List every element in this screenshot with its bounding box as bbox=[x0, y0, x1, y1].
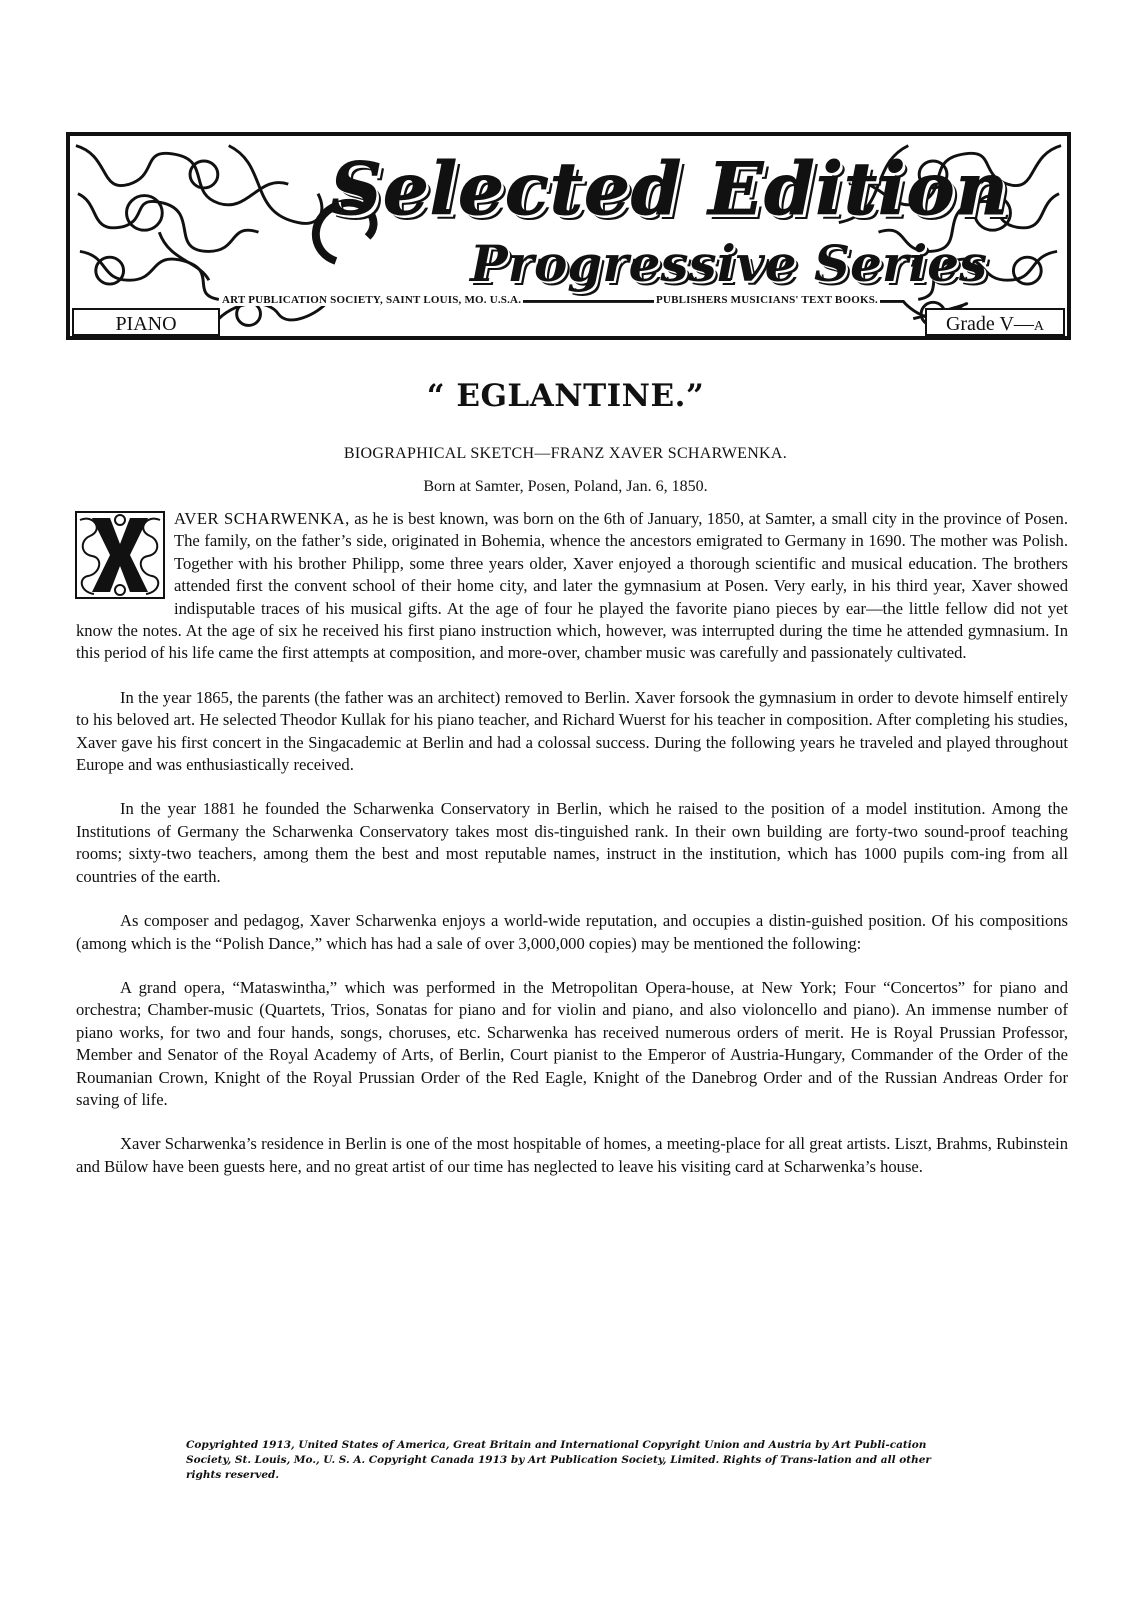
dropcap-letter bbox=[74, 510, 166, 600]
header-banner bbox=[66, 132, 1071, 340]
lead-caps: AVER SCHARWENKA, bbox=[174, 509, 350, 528]
copyright-notice: Copyrighted 1913, United States of America, Great Britain and International Copyright Union and Austria by Art Publi-cation Society, St. Louis, Mo., U. S. A. Copyright Canada 1913 by Art Publication Society, Limited. Rights of Trans-lation and all other rights reserved. bbox=[186, 1439, 931, 1481]
paragraph-3: In the year 1881 he founded the Scharwenka Conservatory in Berlin, which he raised to the position of a model institution. Among the Institutions of Germany the Scharwenka Conservatory takes most dis-tinguished rank. In their own building are forty-two sound-proof teaching rooms; sixty-two teachers, among them the best and most reputable names, instruct in the institution, which has 1000 pupils com-ing from all countries of the earth. bbox=[76, 799, 1068, 886]
piece-title: “ EGLANTINE.” bbox=[426, 378, 705, 414]
grade-text: Grade V— bbox=[945, 313, 1034, 335]
grade-label bbox=[925, 308, 1065, 336]
dropcap bbox=[74, 510, 166, 600]
instrument-label: PIANO bbox=[72, 308, 220, 336]
biography-subtitle: BIOGRAPHICAL SKETCH—FRANZ XAVER SCHARWENKA. bbox=[343, 445, 788, 462]
banner-title-progressive-series: Progressive Series bbox=[470, 234, 988, 293]
paragraph-5: A grand opera, “Mataswintha,” which was performed in the Metropolitan Opera-house, at New York; Four “Concertos” for piano and orchestra; Chamber-music (Quartets, Trios, Sonatas for piano and for violin and piano, and also violoncello and piano). An immense number of piano works, for two and four hands, songs, choruses, etc. Scharwenka has received numerous orders of merit. He is Royal Prussian Professor, Member and Senator of the Royal Academy of Arts, of Berlin, Court pianist to the Emperor of Austria-Hungary, Commander of the Order of the Roumanian Crown, Knight of the Royal Prussian Order of the Red Eagle, Knight of the Danebrog Order and of the Russian Andreas Order for saving of life. bbox=[76, 977, 1068, 1109]
paragraph-4: As composer and pedagog, Xaver Scharwenka enjoys a world-wide reputation, and occupies a distin-guished position. Of his compositions (among which is the “Polish Dance,” which has had a sale of over 3,000,000 copies) may be mentioned the following: bbox=[76, 911, 1068, 953]
paragraph-6: Xaver Scharwenka’s residence in Berlin is one of the most hospitable of homes, a meeting-place for all great artists. Liszt, Brahms, Rubinstein and Bülow have been guests here, and no great artist of our time has neglected to leave his visiting card at Scharwenka’s house. bbox=[76, 1134, 1068, 1176]
birth-line: Born at Samter, Posen, Poland, Jan. 6, 1850. bbox=[423, 478, 708, 495]
paragraph-1 bbox=[76, 508, 1068, 665]
paragraph-2: In the year 1865, the parents (the father was an architect) removed to Berlin. Xaver forsook the gymnasium in order to devote himself entirely to his beloved art. He selected Theodor Kullak for his piano teacher, and Richard Wuerst for his teacher in composition. After completing his studies, Xaver gave his first concert in the Singacademic at Berlin and had a colossal success. During the following years he traveled and played throughout Europe and was enthusiastically received. bbox=[76, 687, 1068, 775]
paragraph-text: as he is best known, was born on the 6th of January, 1850, at Samter, a small city in the province of Posen. The family, on the father’s side, originated in Bohemia, whence the ancestors emigrated to Germany in 1690. The mother was Polish. Together with his brother Philipp, some three years older, Xaver enjoyed a thorough scientific and musical education. The brothers attended first the convent school of their home city, and later the gymnasium at Posen. Very early, in his third year, Xaver showed indisputable traces of his musical gifts. At the age of four he played the favorite piano pieces by ear—the little fellow did not yet know the notes. At the age of six he received his first piano instruction which, however, was interrupted during the time he attended gymnasium. In this period of his life came the first attempts at composition, and more-over, chamber music was carefully and passionately cultivated. bbox=[76, 509, 1068, 663]
publisher-tagline: PUBLISHERS MUSICIANS' TEXT BOOKS. bbox=[656, 294, 878, 306]
biography-body bbox=[76, 508, 1068, 1200]
banner-title-selected-edition: Selected Edition bbox=[330, 146, 1009, 231]
grade-suffix: A bbox=[1033, 319, 1045, 334]
publisher-name: ART PUBLICATION SOCIETY, SAINT LOUIS, MO. U.S.A. bbox=[222, 294, 522, 306]
